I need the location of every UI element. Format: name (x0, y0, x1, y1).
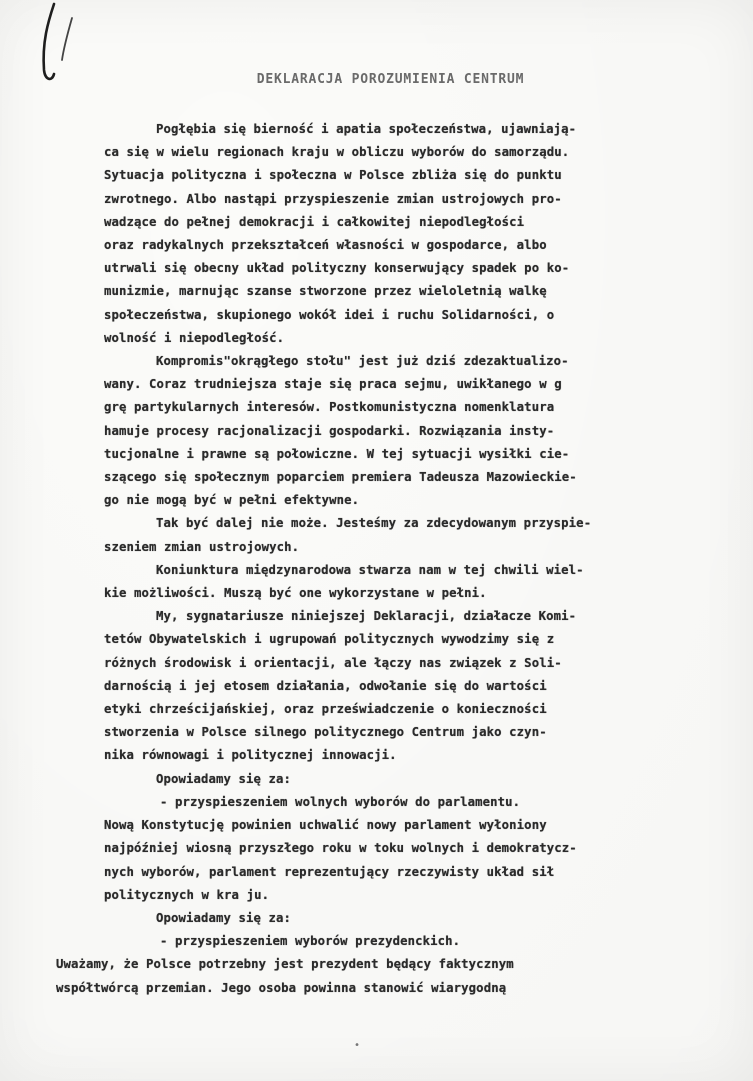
text-line: Pogłębia się bierność i apatia społeczeństwa, ujawniają- (156, 122, 577, 136)
text-line: nika równowagi i politycznej innowacji. (104, 748, 397, 763)
text-line: etyki chrześcijańskiej, oraz przeświadczenie o konieczności (104, 702, 547, 717)
text-line: politycznych w kra ju. (104, 887, 270, 902)
text-line: współtwórcą przemian. Jego osoba powinna stanowić wiarygodną (56, 980, 507, 995)
text-line: grę partykularnych interesów. Postkomunistyczna nomenklatura (104, 400, 555, 415)
text-line: - przyspieszeniem wyborów prezydenckich. (160, 934, 461, 949)
text-line: go nie mogą być w pełni efektywne. (104, 493, 360, 508)
text-line: hamuje procesy racjonalizacji gospodarki. Rozwiązania insty- (104, 423, 555, 438)
text-line: kie możliwości. Muszą być one wykorzystane w pełni. (104, 586, 487, 601)
text-line: nych wyborów, parlament reprezentujący rzeczywisty układ sił (104, 864, 555, 879)
text-line: wadzące do pełnej demokracji i całkowitej niepodległości (104, 214, 525, 229)
text-line: wany. Coraz trudniejsza staje się praca sejmu, uwikłanego w g (104, 377, 562, 392)
text-line: Kompromis"okrągłego stołu" jest już dziś zdezaktualizo- (156, 354, 569, 369)
text-line: stworzenia w Polsce silnego politycznego Centrum jako czyn- (104, 725, 547, 740)
text-line: Koniunktura międzynarodowa stwarza nam w tej chwili wiel- (156, 562, 584, 577)
text-line: Opowiadamy się za: (156, 910, 292, 925)
text-line: Uważamy, że Polsce potrzebny jest prezydent będący faktycznym (56, 957, 514, 972)
text-line: - przyspieszeniem wolnych wyborów do parlamentu. (160, 794, 521, 809)
page-speck: • (354, 1040, 361, 1051)
text-line: tucjonalne i prawne są połowiczne. W tej sytuacji wysiłki cie- (104, 446, 570, 461)
text-line: wolność i niepodległość. (104, 330, 285, 345)
text-line: oraz radykalnych przekształceń własności w gospodarce, albo (104, 238, 547, 253)
text-line: utrwali się obecny układ polityczny konserwujący spadek po ko- (104, 261, 570, 276)
text-line: ca się w wielu regionach kraju w obliczu wyborów do samorządu. (104, 145, 570, 160)
text-line: różnych środowisk i orientacji, ale łączy nas związek z Soli- (104, 655, 562, 670)
text-line: najpóźniej wiosną przyszłego roku w toku wolnych i demokratycz- (104, 841, 577, 856)
text-line: szeniem zmian ustrojowych. (104, 539, 300, 554)
text-line: społeczeństwa, skupionego wokół idei i ruchu Solidarności, o (104, 307, 555, 322)
text-line: darnością i jej etosem działania, odwołanie się do wartości (104, 678, 547, 693)
text-line: Sytuacja polityczna i społeczna w Polsce zbliża się do punktu (104, 168, 562, 183)
document-body (56, 118, 704, 1000)
document-title: DEKLARACJA POROZUMIENIA CENTRUM (256, 72, 525, 87)
text-line: Nową Konstytucję powinien uchwalić nowy parlament wyłoniony (104, 818, 547, 833)
text-line: munizmie, marnując szanse stworzone przez wieloletnią walkę (104, 284, 547, 299)
text-line: tetów Obywatelskich i ugrupowań politycznych wywodzimy się z (104, 632, 555, 647)
text-line: My, sygnatariusze niniejszej Deklaracji, działacze Komi- (156, 609, 577, 624)
text-line: Opowiadamy się za: (156, 771, 292, 786)
text-line: szącego się społecznym poparciem premiera Tadeusza Mazowieckie- (104, 470, 577, 485)
text-line: zwrotnego. Albo nastąpi przyspieszenie zmian ustrojowych pro- (104, 191, 562, 206)
text-line: Tak być dalej nie może. Jesteśmy za zdecydowanym przyspie- (156, 516, 592, 531)
